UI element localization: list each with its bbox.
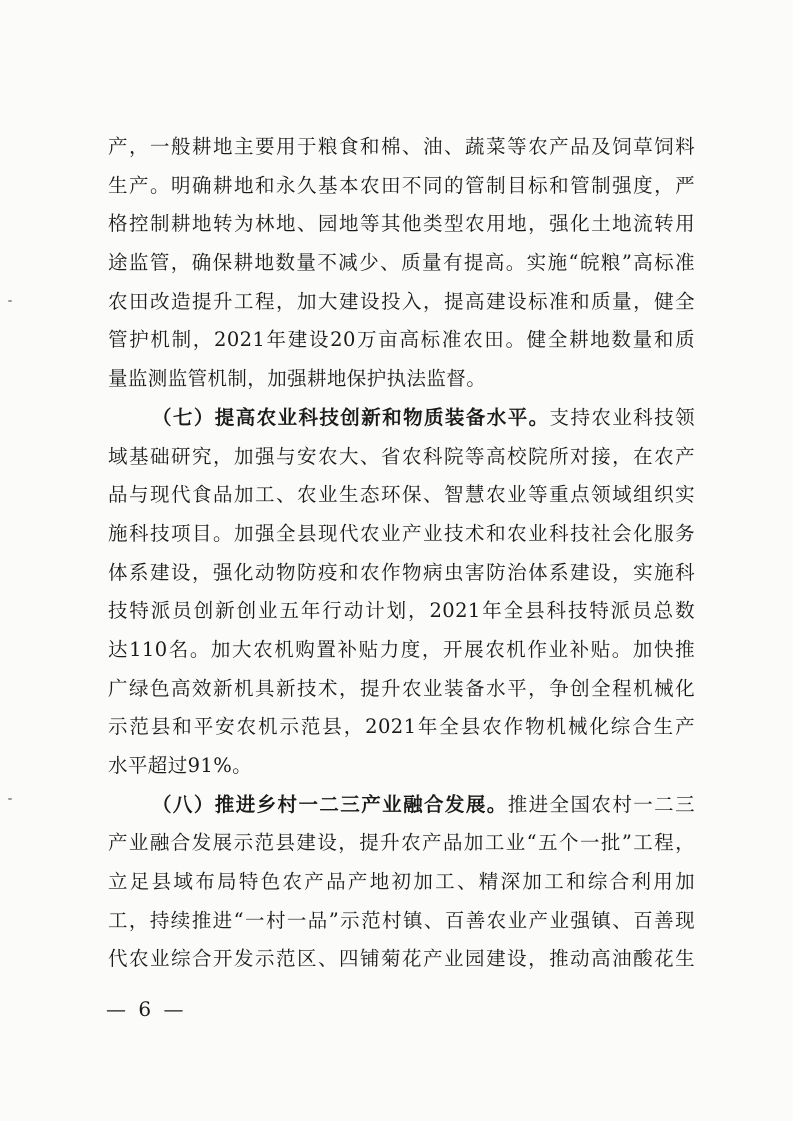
- text-line: [108, 786, 695, 825]
- scan-speck: [8, 300, 12, 302]
- text-line: [108, 399, 695, 438]
- text-line: 品与现代食品加工、农业生态环保、智慧农业等重点领域组织实: [108, 483, 695, 507]
- text-line: 域基础研究，加强与安农大、省农科院等高校院所对接，在农产: [108, 444, 695, 468]
- text-run: 支持农业科技领: [549, 405, 695, 429]
- text-line: 量监测监管机制，加强耕地保护执法监督。: [108, 367, 487, 391]
- text-line: 水平超过91%。: [108, 754, 253, 777]
- page-number: — 6 —: [106, 997, 187, 1021]
- section-heading-7: （七）提高农业科技创新和物质装备水平。: [152, 405, 550, 429]
- text-line: 格控制耕地转为林地、园地等其他类型农用地，强化土地流转用: [108, 212, 695, 236]
- text-line: 产业融合发展示范县建设，提升农产品加工业“五个一批”工程，: [108, 831, 695, 855]
- text-line: 广绿色高效新机具新技术，提升农业装备水平，争创全程机械化: [108, 676, 695, 700]
- document-body: [108, 128, 695, 979]
- text-line: 立足县域布局特色农产品产地初加工、精深加工和综合利用加: [108, 870, 695, 894]
- paragraph-industry-integration: [108, 786, 695, 979]
- text-line: 施科技项目。加强全县现代农业产业技术和农业科技社会化服务: [108, 521, 695, 545]
- text-line: 途监管，确保耕地数量不减少、质量有提高。实施“皖粮”高标准: [108, 251, 695, 275]
- text-line: 代农业综合开发示范区、四铺菊花产业园建设，推动高油酸花生: [108, 947, 695, 971]
- text-line: 农田改造提升工程，加大建设投入，提高建设标准和质量，健全: [108, 289, 695, 313]
- scan-speck: [8, 798, 12, 800]
- text-line: 产，一般耕地主要用于粮食和棉、油、蔬菜等农产品及饲草饲料: [108, 135, 695, 158]
- text-line: 示范县和平安农机示范县，2021年全县农作物机械化综合生产: [108, 715, 695, 739]
- text-run: 推进全国农村一二三: [507, 792, 695, 816]
- text-line: 达110名。加大农机购置补贴力度，开展农机作业补贴。加快推: [108, 637, 695, 661]
- text-line: 体系建设，强化动物防疫和农作物病虫害防治体系建设，实施科: [108, 560, 695, 584]
- text-line: 工，持续推进“一村一品”示范村镇、百善农业产业强镇、百善现: [108, 908, 695, 932]
- section-heading-8: （八）推进乡村一二三产业融合发展。: [152, 792, 508, 816]
- paragraph-agri-tech: [108, 399, 695, 786]
- paragraph-farmland: [108, 128, 695, 399]
- text-line: 技特派员创新创业五年行动计划，2021年全县科技特派员总数: [108, 599, 695, 623]
- text-line: 生产。明确耕地和永久基本农田不同的管制目标和管制强度，严: [108, 173, 695, 197]
- text-line: 管护机制，2021年建设20万亩高标准农田。健全耕地数量和质: [108, 328, 695, 352]
